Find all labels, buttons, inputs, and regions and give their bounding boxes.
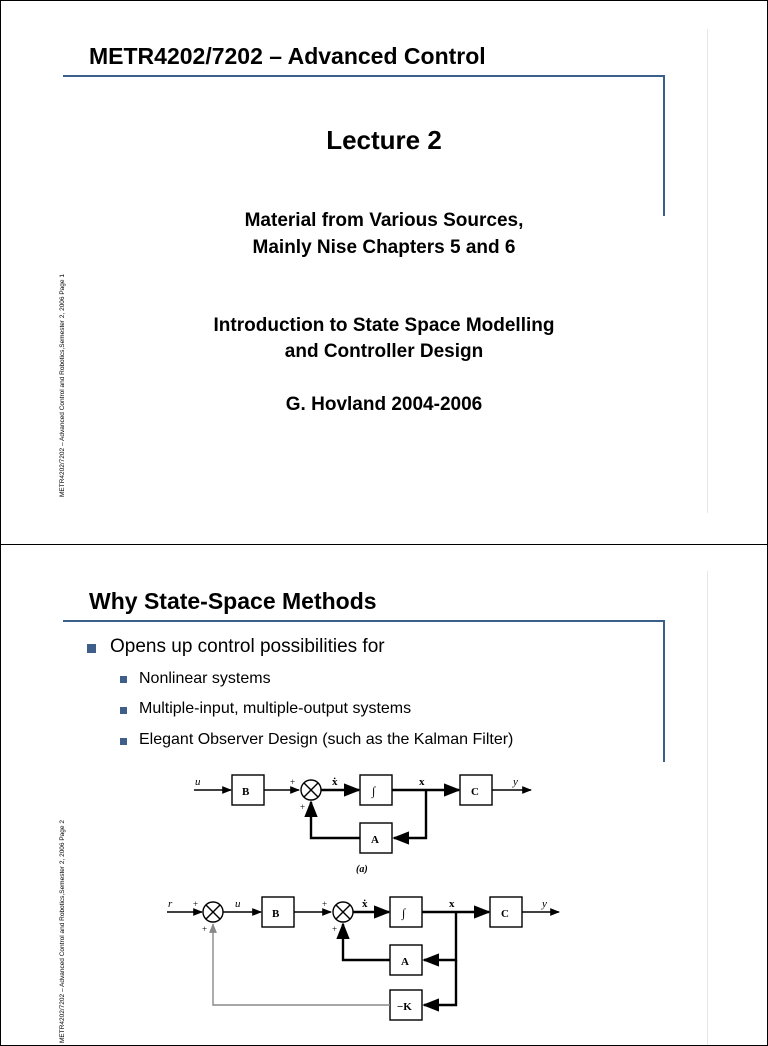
page-footer-label: METR4202/7202 – Advanced Control and Robotics,Semester 2, 2006 Page 2	[59, 820, 66, 1043]
wire-x-to-a	[424, 912, 456, 960]
header-rule	[63, 75, 665, 77]
course-title: METR4202/7202 – Advanced Control	[89, 43, 486, 69]
label-u: u	[195, 776, 201, 788]
lecture-title: Lecture 2	[326, 125, 442, 155]
slide-edge-line	[707, 29, 708, 513]
sub-bullet-2: Multiple-input, multiple-output systems	[139, 700, 412, 717]
block-integrator	[390, 897, 422, 927]
label-y: y	[513, 776, 518, 788]
label-r: r	[168, 898, 173, 910]
diagram-caption: (a)	[356, 864, 368, 875]
bullet-main: Opens up control possibilities for	[110, 636, 385, 657]
label-block-a: A	[401, 956, 409, 968]
material-line-2: Mainly Nise Chapters 5 and 6	[252, 237, 516, 258]
label-integrator: ∫	[402, 906, 406, 920]
label-block-b: B	[272, 908, 280, 920]
label-plus: +	[202, 924, 208, 934]
intro-line-1: Introduction to State Space Modelling	[213, 315, 555, 336]
label-block-k: −K	[397, 1001, 412, 1013]
slide-2	[0, 544, 768, 1046]
label-u: u	[235, 898, 241, 910]
intro-line-2: and Controller Design	[284, 341, 484, 362]
label-plus: +	[322, 899, 328, 909]
label-y: y	[542, 898, 547, 910]
wire-a-to-sum	[343, 924, 390, 960]
label-block-a: A	[371, 834, 379, 846]
slide-title: Why State-Space Methods	[89, 588, 377, 614]
label-x: x	[419, 776, 425, 788]
block-integrator	[360, 775, 392, 805]
label-plus: +	[332, 924, 338, 934]
sub-bullet-1: Nonlinear systems	[139, 670, 271, 687]
label-plus: +	[300, 802, 306, 812]
label-plus: +	[193, 899, 199, 909]
label-block-b: B	[242, 786, 250, 798]
author-line: G. Hovland 2004-2006	[285, 394, 483, 415]
wire-a-to-sum	[311, 802, 360, 838]
sub-bullet-3: Elegant Observer Design (such as the Kalman Filter)	[139, 731, 514, 748]
label-xdot: ẋ	[332, 776, 338, 788]
label-integrator: ∫	[372, 784, 376, 798]
wire-x-to-a	[394, 790, 426, 838]
wire-k-to-sum	[213, 924, 390, 1005]
label-block-c: C	[501, 908, 509, 920]
wire-x-to-k	[424, 960, 456, 1005]
material-line-1: Material from Various Sources,	[244, 210, 524, 231]
label-xdot: ẋ	[362, 898, 368, 910]
label-block-c: C	[471, 786, 479, 798]
label-x: x	[449, 898, 455, 910]
block-diagrams	[1, 545, 767, 1045]
page-footer-label: METR4202/7202 – Advanced Control and Robotics,Semester 2, 2006 Page 1	[59, 274, 66, 497]
label-plus: +	[290, 777, 296, 787]
